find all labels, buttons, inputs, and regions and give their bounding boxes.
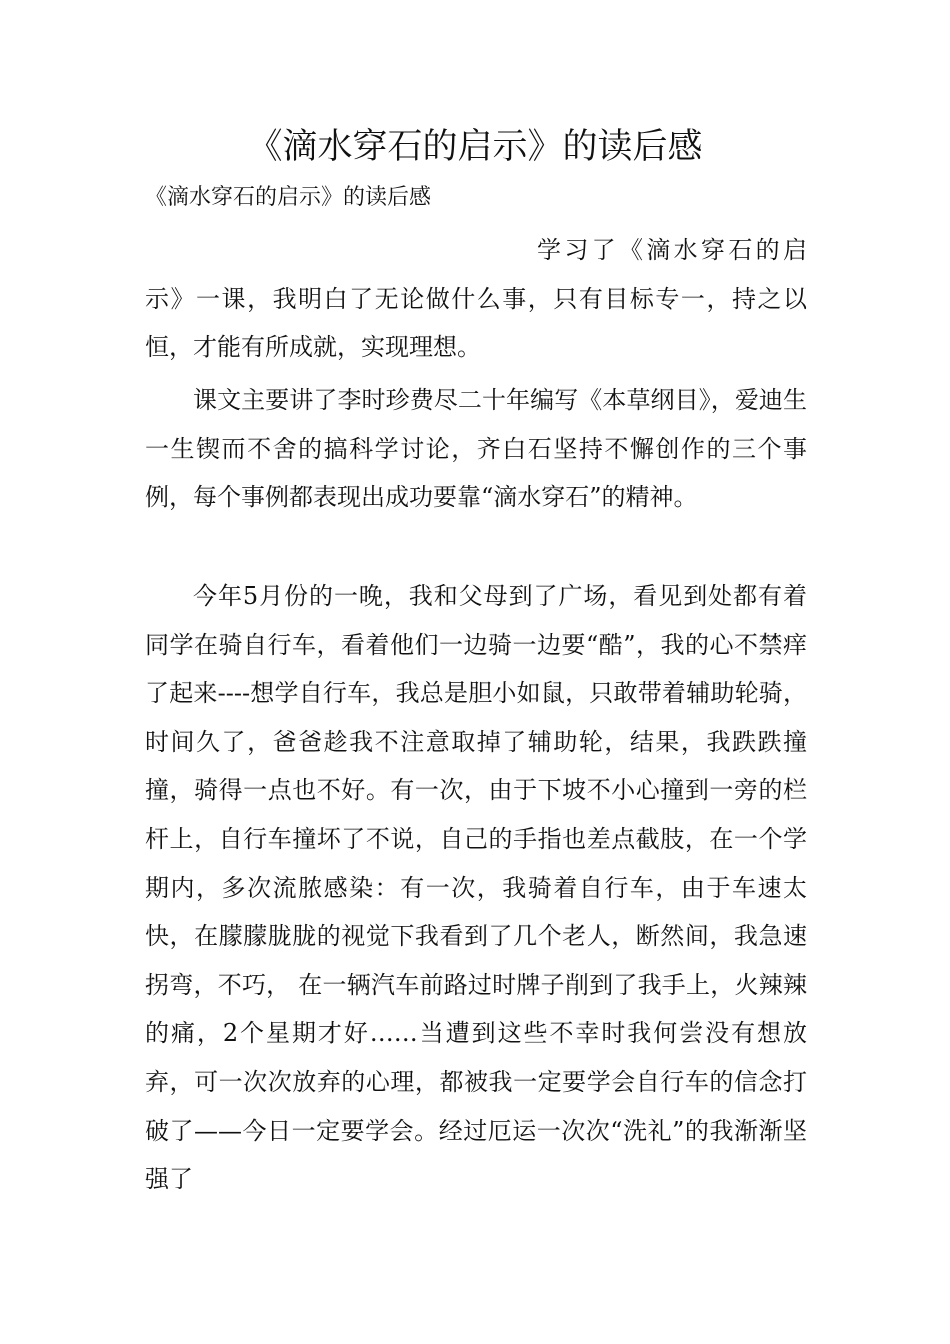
document-title: 《滴水穿石的启示》的读后感 [247, 127, 703, 167]
document-subtitle: 《滴水穿石的启示》的读后感 [145, 185, 432, 210]
paragraph-3: 今年5月份的一晚，我和父母到了广场，看见到处都有着同学在骑自行车，看着他们一边骑一边要“酷”，我的心不禁痒了起来----想学自行车，我总是胆小如鼠，只敢带着辅助轮骑，时间久了，爸爸趁我不注意取掉了辅助轮，结果，我跌跌撞撞，骑得一点也不好。有一次，由于下坡不小心撞到一旁的栏杆上，自行车撞坏了不说，自己的手指也差点截肢，在一个学期内，多次流脓感染：有一次，我骑着自行车，由于车速太快，在朦朦胧胧的视觉下我看到了几个老人，断然间，我急速拐弯，不巧， 在一辆汽车前路过时牌子削到了我手上，火辣辣的痛，2个星期才好……当遭到这些不幸时我何尝没有想放弃，可一次次放弃的心理，都被我一定要学会自行车的信念打破了——今日一定要学会。经过厄运一次次“洗礼”的我渐渐坚强了 [145, 582, 807, 1194]
paragraph-1: 学习了《滴水穿石的启示》一课，我明白了无论做什么事，只有目标专一，持之以恒，才能有所成就，实现理想。 [145, 236, 807, 362]
paragraph-2: 课文主要讲了李时珍费尽二十年编写《本草纲目》，爱迪生一生锲而不舍的搞科学讨论，齐白石坚持不懈创作的三个事例，每个事例都表现出成功要靠“滴水穿石”的精神。 [145, 386, 807, 512]
